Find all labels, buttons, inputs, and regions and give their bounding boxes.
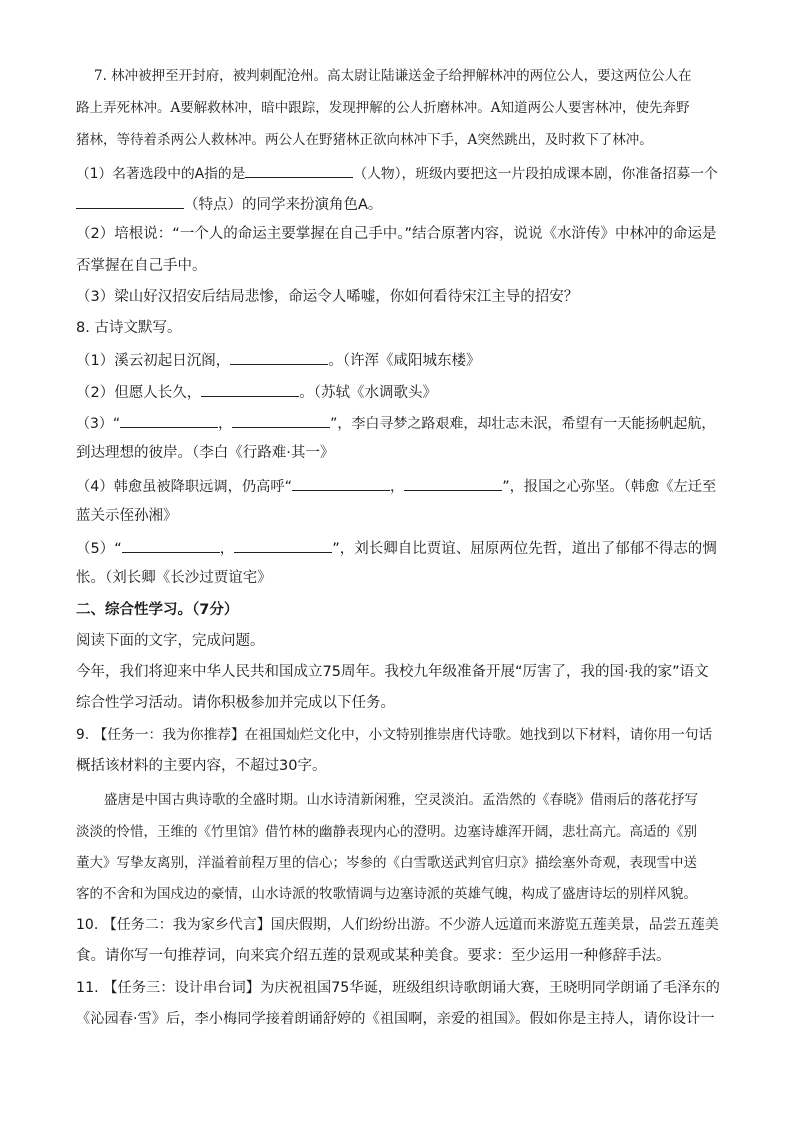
q7-sub1-suffix: （特点）的同学来扮演角色A。: [184, 197, 383, 213]
q8-item-1: [76, 349, 721, 371]
q7-sub1-middle: （人物），班级内要把这一片段拍成课本剧，你准备招募一个: [353, 166, 718, 182]
q7-sub3: （3）梁山好汉招安后结局悲惨，命运令人唏嘘，你如何看待宋江主导的招安？: [76, 289, 579, 305]
q8-title: 8. 古诗文默写。: [76, 320, 182, 336]
q9-line-1: 9. 【任务一：我为你推荐】在祖国灿烂文化中，小文特别推崇唐代诗歌。她找到以下材料，请你用一句话: [76, 727, 713, 743]
q8-item-4-text: ”，报国之心弥坚。（韩愈《左迁至: [502, 479, 717, 495]
section-intro-line-1: 今年，我们将迎来中华人民共和国成立75周年。我校九年级准备开展“厉害了，我的国·我的家”语文: [76, 664, 709, 680]
q8-item-2-source: 。（苏轼《水调歌头》: [299, 385, 437, 401]
q8-item-3-separator: ，: [218, 416, 233, 432]
q8-item-5-prefix: （5）“: [76, 541, 122, 557]
q8-item-4-line-2: 蓝关示侄孙湘》: [76, 508, 178, 524]
q7-stem-line-3: 猪林，等待着杀两公人救林冲。两公人在野猪林正欲向林冲下手，A突然跳出，及时救下了林冲。: [76, 132, 653, 148]
q8-item-4-separator: ，: [389, 479, 405, 495]
q8-item-2: [76, 381, 721, 403]
answer-blank[interactable]: [122, 537, 220, 553]
q7-sub1-line-1: [76, 162, 721, 184]
q8-item-5-line-2: 怅。（刘长卿《长沙过贾谊宅》: [76, 570, 272, 586]
q10-line-2: 食。请你写一句推荐词，向来宾介绍五莲的景观或某种美食。要求：至少运用一种修辞手法。: [76, 948, 671, 964]
q8-item-3-line-1: [76, 412, 721, 434]
answer-blank[interactable]: [292, 475, 390, 491]
q10-line-1: 10. 【任务二：我为家乡代言】国庆假期，人们纷纷出游。不少游人远道而来游览五莲美景，品尝五莲美: [76, 917, 719, 933]
section-heading: 二、综合性学习。（7分）: [76, 602, 239, 618]
q8-item-3-text: ”，李白寻梦之路艰难，却壮志未泯，希望有一天能扬帆起航，: [330, 416, 716, 432]
q8-item-3-line-2: 到达理想的彼岸。（李白《行路难·其一》: [76, 445, 335, 461]
q7-sub1-line-2: [76, 193, 721, 215]
q7-sub2-line-2: 否掌握在自己手中。: [76, 258, 207, 274]
q7-sub2-line-1: （2）培根说：“一个人的命运主要掌握在自己手中。”结合原著内容，说说《水浒传》中林冲的命运是: [76, 226, 717, 242]
section-intro-line-2: 综合性学习活动。请你积极参加并完成以下任务。: [76, 695, 395, 711]
q8-item-2-prefix: （2）但愿人长久，: [76, 385, 202, 401]
q8-item-5-line-1: [76, 537, 721, 559]
q7-sub1-prefix: （1）名著选段中的A指的是: [76, 166, 246, 182]
q11-line-2: 《沁园春·雪》后，李小梅同学接着朗诵舒婷的《祖国啊，亲爱的祖国》。假如你是主持人，请你设计一: [76, 1011, 715, 1027]
q7-stem-line-1: 7. 林冲被押至开封府，被判刺配沧州。高太尉让陆谦送金子给押解林冲的两位公人，要这两位公人在: [94, 68, 692, 84]
q7-stem-line-2: 路上弄死林冲。A要解救林冲，暗中跟踪，发现押解的公人折磨林冲。A知道两公人要害林冲，使先奔野: [76, 100, 690, 116]
q9-material-line-4: 客的不舍和为国戍边的豪情，山水诗派的牧歌情调与边塞诗派的英雄气魄，构成了盛唐诗坛的别样风貌。: [76, 886, 697, 902]
answer-blank[interactable]: [230, 349, 328, 365]
q9-material-line-3: 董大》写挚友离别，洋溢着前程万里的信心；岑参的《白雪歌送武判官归京》描绘塞外奇观，表现雪中送: [76, 855, 697, 871]
q8-item-5-text: ”，刘长卿自比贾谊、屈原两位先哲，道出了郁郁不得志的惆: [332, 541, 717, 557]
q9-material-line-2: 淡淡的怜惜，王维的《竹里馆》借竹林的幽静表现内心的澄明。边塞诗雄浑开阔，悲壮高亢。高适的《别: [76, 824, 697, 840]
q9-material-line-1: 盛唐是中国古典诗歌的全盛时期。山水诗清新闲雅，空灵淡泊。孟浩然的《春晓》借雨后的落花抒写: [104, 792, 698, 808]
q8-item-1-source: 。（许浑《咸阳城东楼》: [328, 353, 481, 369]
q8-item-4-prefix: （4）韩愈虽被降职远调，仍高呼“: [76, 479, 292, 495]
answer-blank[interactable]: [245, 162, 353, 178]
answer-blank[interactable]: [76, 193, 184, 209]
q8-item-5-separator: ，: [219, 541, 235, 557]
q11-line-1: 11. 【任务三：设计串台词】为庆祝祖国75华诞，班级组织诗歌朗诵大赛，王晓明同学朗诵了毛泽东的: [76, 980, 720, 996]
answer-blank[interactable]: [201, 381, 299, 397]
answer-blank[interactable]: [404, 475, 502, 491]
q8-item-1-prefix: （1）溪云初起日沉阁，: [76, 353, 231, 369]
q9-line-2: 概括该材料的主要内容，不超过30字。: [76, 758, 327, 774]
answer-blank[interactable]: [234, 537, 332, 553]
answer-blank[interactable]: [120, 412, 218, 428]
section-instruction: 阅读下面的文字，完成问题。: [76, 633, 265, 649]
answer-blank[interactable]: [232, 412, 330, 428]
q8-item-3-prefix: （3）“: [76, 416, 121, 432]
q8-item-4-line-1: [76, 475, 721, 497]
